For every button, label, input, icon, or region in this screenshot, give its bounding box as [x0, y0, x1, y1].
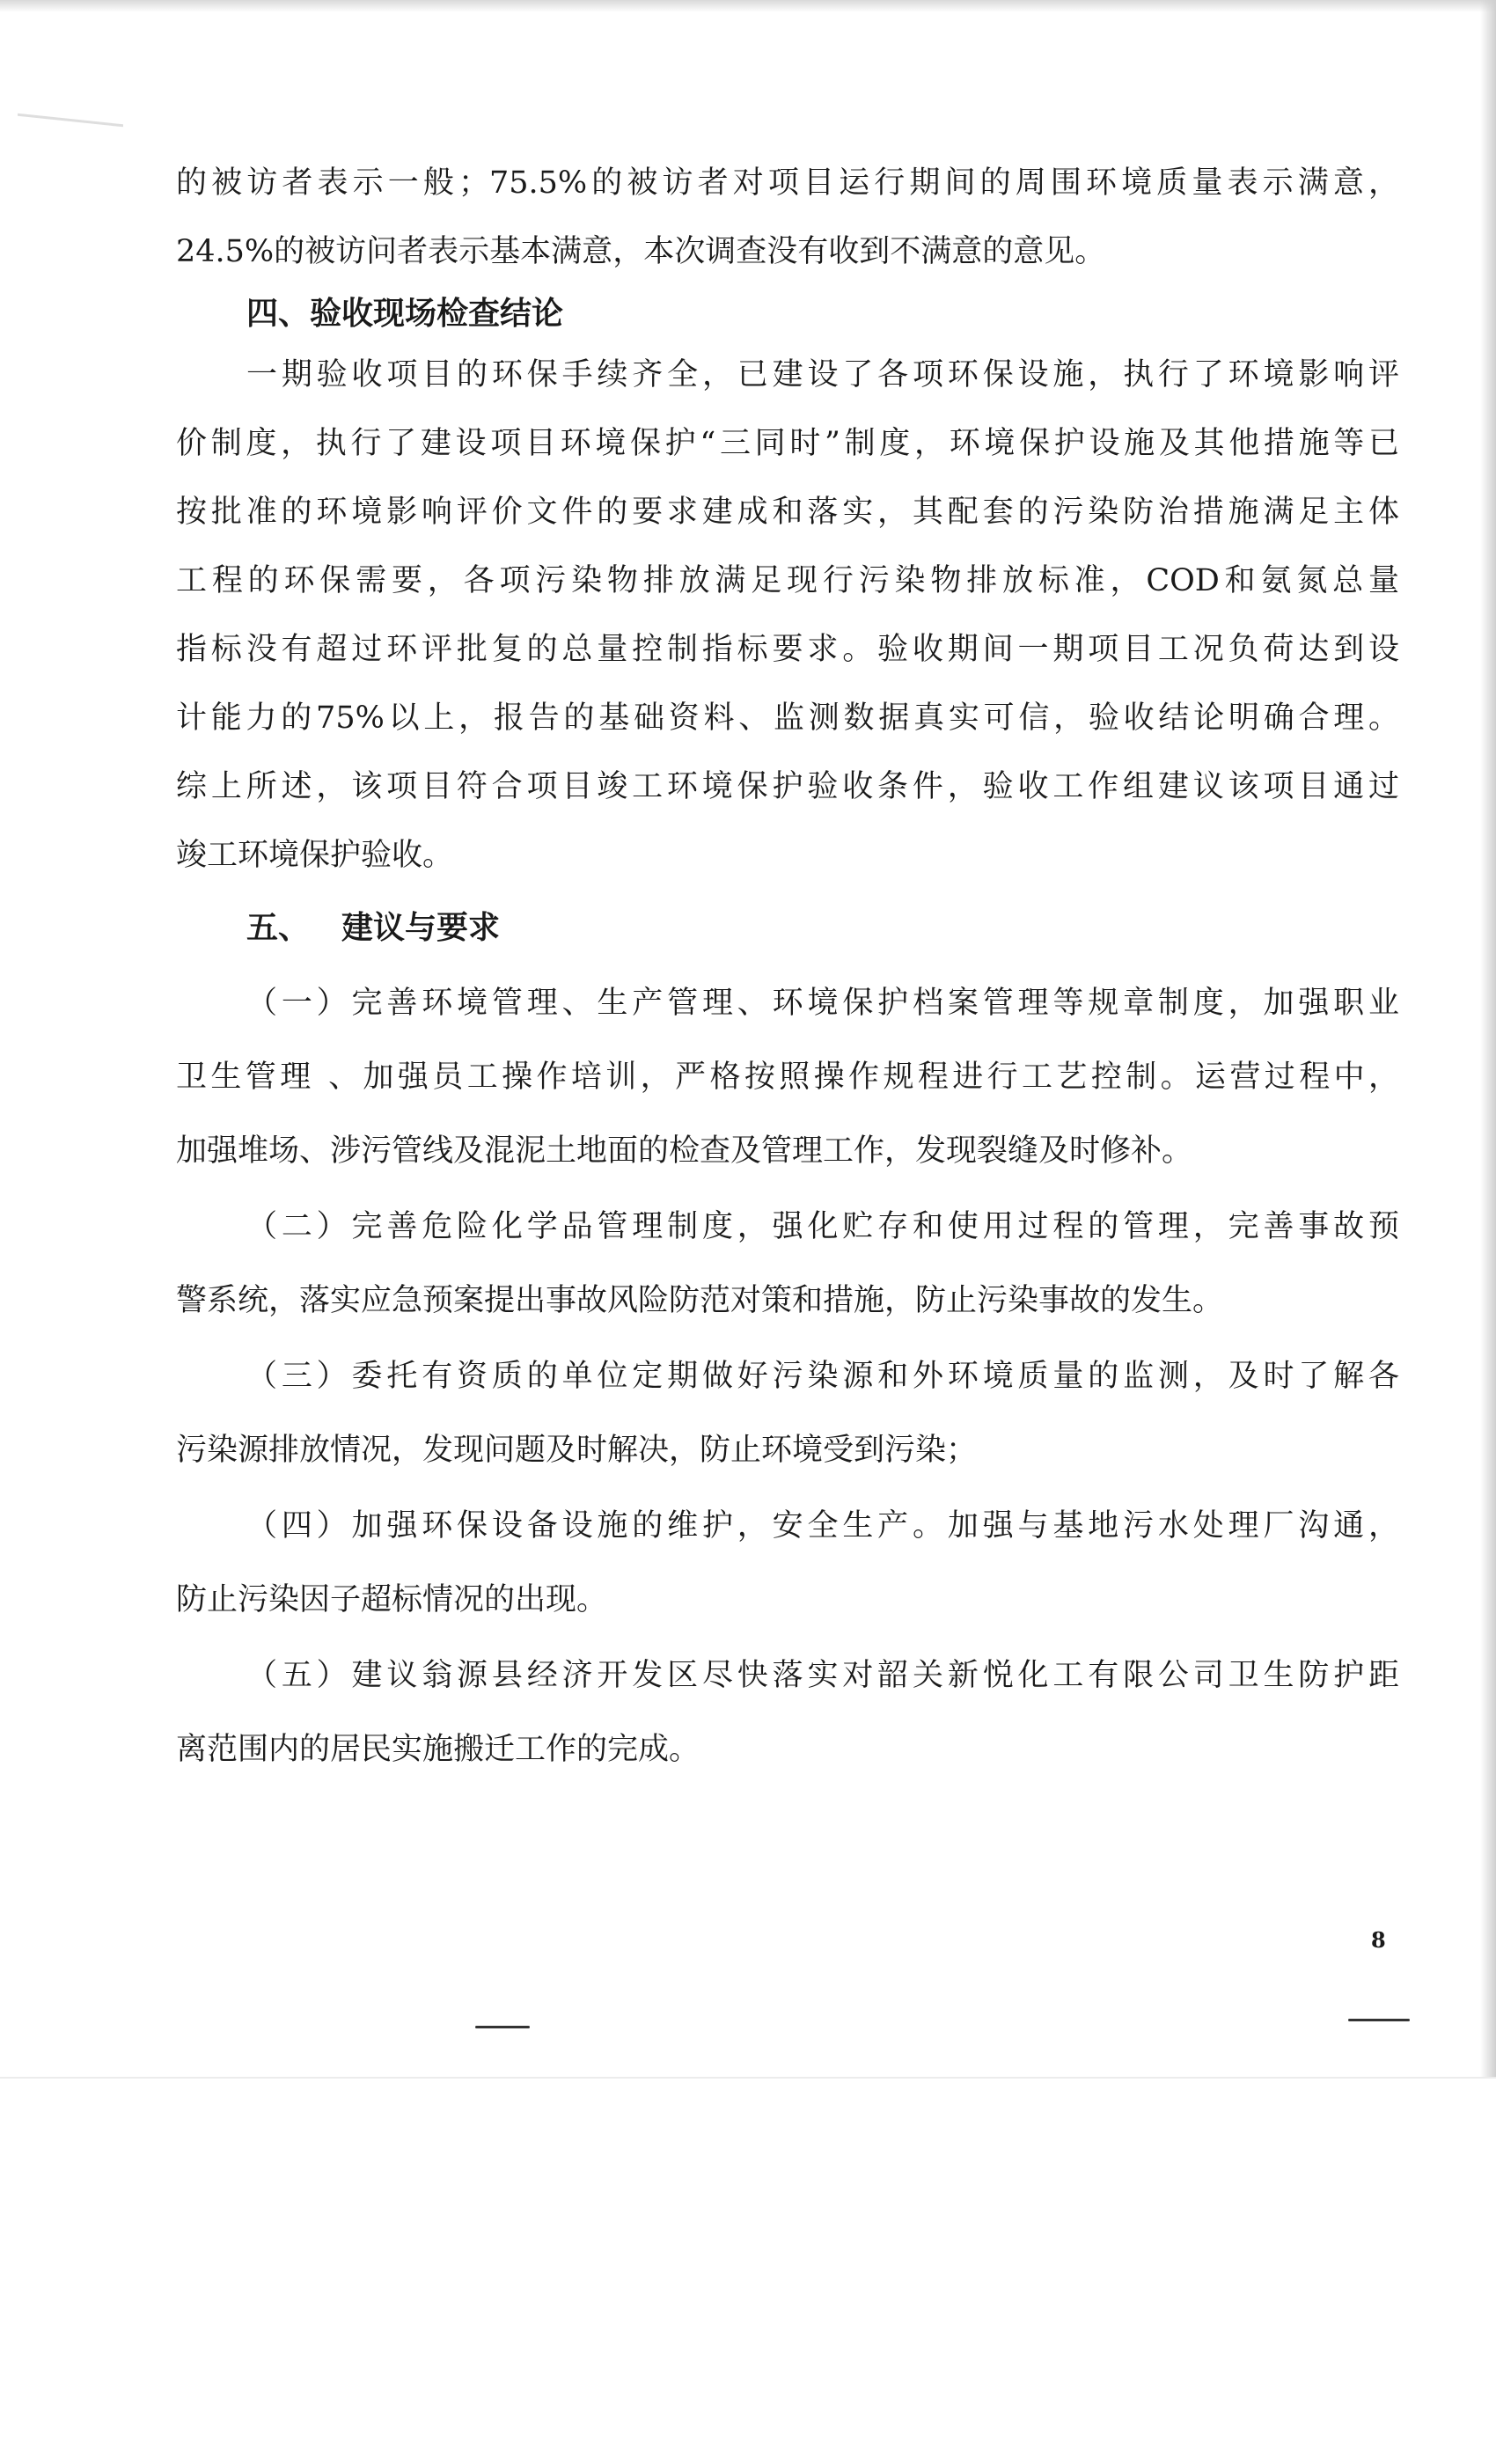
body-line: （四）加强环保设备设施的维护，安全生产。加强与基地污水处理厂沟通，	[246, 1508, 1399, 1544]
body-line: 竣工环境保护验收。	[176, 838, 454, 873]
scan-edge-right	[1480, 0, 1496, 2077]
paper-bottom-edge	[0, 2077, 1496, 2079]
paper-corner-fold	[18, 30, 123, 128]
body-line: 离范围内的居民实施搬迁工作的完成。	[176, 1732, 700, 1767]
body-line: 警系统，落实应急预案提出事故风险防范对策和措施，防止污染事故的发生。	[176, 1283, 1224, 1318]
section-heading-4: 四、验收现场检查结论	[246, 295, 564, 332]
body-line: 按批准的环境影响评价文件的要求建成和落实，其配套的污染防治措施满足主体	[176, 495, 1399, 530]
body-line: （二）完善危险化学品管理制度，强化贮存和使用过程的管理，完善事故预	[246, 1209, 1399, 1244]
binding-mark-left	[475, 2026, 530, 2028]
body-line: （三）委托有资质的单位定期做好污染源和外环境质量的监测，及时了解各	[246, 1359, 1399, 1394]
body-line: 的被访者表示一般；75.5%的被访者对项目运行期间的周围环境质量表示满意，	[176, 165, 1399, 201]
body-line: 价制度，执行了建设项目环境保护“三同时”制度，环境保护设施及其他措施等已	[176, 426, 1399, 461]
body-line: 防止污染因子超标情况的出现。	[176, 1582, 608, 1617]
body-line: 加强堆场、涉污管线及混泥土地面的检查及管理工作，发现裂缝及时修补。	[176, 1133, 1193, 1169]
body-line: （一）完善环境管理、生产管理、环境保护档案管理等规章制度，加强职业	[246, 986, 1399, 1021]
body-line: 一期验收项目的环保手续齐全，已建设了各项环保设施，执行了环境影响评	[246, 357, 1399, 392]
section-heading-number: 五、	[246, 909, 311, 946]
document-body	[176, 163, 1399, 1770]
section-heading-text: 建议与要求	[341, 909, 501, 946]
page-number: 8	[1371, 1927, 1386, 1953]
scan-edge-top	[0, 0, 1496, 12]
body-line: （五）建议翁源县经济开发区尽快落实对韶关新悦化工有限公司卫生防护距	[246, 1658, 1399, 1693]
body-line: 计能力的75%以上，报告的基础资料、监测数据真实可信，验收结论明确合理。	[176, 700, 1399, 736]
body-line: 综上所述，该项目符合项目竣工环境保护验收条件，验收工作组建议该项目通过	[176, 769, 1399, 804]
body-line: 工程的环保需要，各项污染物排放满足现行污染物排放标准，COD和氨氮总量	[176, 563, 1399, 598]
body-line: 指标没有超过环评批复的总量控制指标要求。验收期间一期项目工况负荷达到设	[176, 632, 1399, 667]
section-heading-5	[176, 907, 1399, 948]
body-line: 卫生管理 、加强员工操作培训，严格按照操作规程进行工艺控制。运营过程中，	[176, 1060, 1399, 1095]
binding-mark-right	[1348, 2019, 1410, 2021]
body-line: 24.5%的被访问者表示基本满意，本次调查没有收到不满意的意见。	[176, 234, 1106, 269]
body-line: 污染源排放情况，发现问题及时解决，防止环境受到污染；	[176, 1433, 978, 1468]
